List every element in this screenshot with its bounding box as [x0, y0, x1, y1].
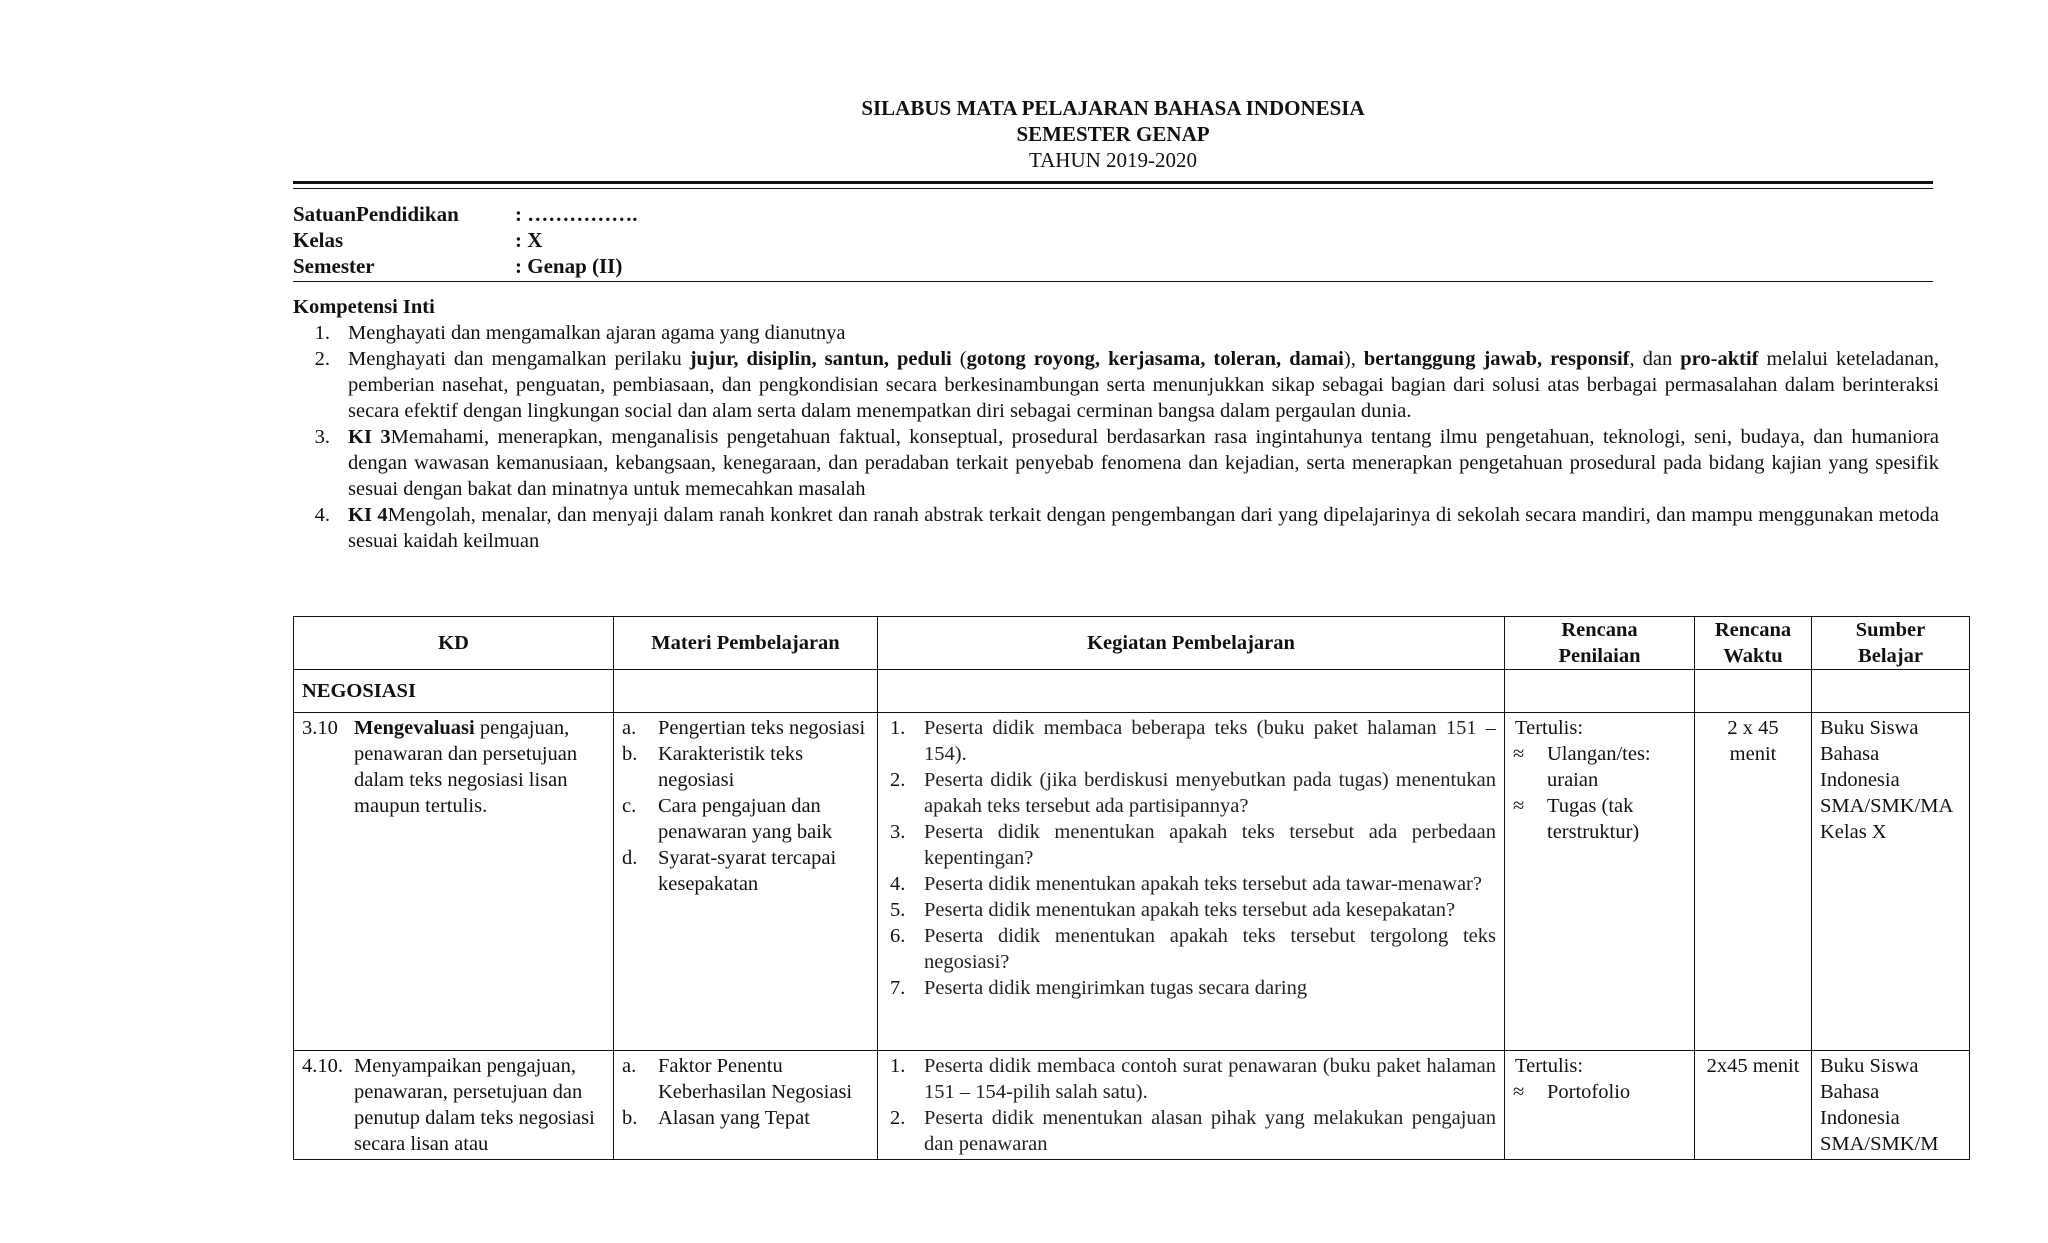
meta-label: SatuanPendidikan — [293, 202, 459, 226]
header-line: Rencana — [1714, 619, 1792, 641]
text-run: Mengolah, menalar, dan menyaji dalam ranah konkret dan ranah abstrak terkait dengan pengembangan dari yang dipelajarinya di sekolah secara mandiri, dan mampu menggunakan metoda sesuai kaidah keilmuan — [348, 504, 1939, 552]
list-marker: a. — [622, 717, 637, 739]
text-run: Menghayati dan mengamalkan perilaku — [348, 348, 690, 370]
bold-run: jujur, disiplin, santun, peduli — [689, 348, 952, 370]
list-item — [622, 1053, 869, 1105]
meta-label: Semester — [293, 254, 375, 278]
list-marker: 5. — [890, 899, 906, 921]
list-text: Menghayati dan mengamalkan ajaran agama yang dianutnya — [348, 322, 846, 344]
list-text: Peserta didik membaca contoh surat penawaran (buku paket halaman 151 – 154-pilih salah satu). — [924, 1055, 1496, 1103]
penilaian-cell — [1505, 1051, 1695, 1160]
text-run: ( — [951, 348, 967, 370]
meta-label: Kelas — [293, 228, 344, 252]
list-text: Alasan yang Tepat — [658, 1107, 810, 1129]
header-line: Penilaian — [1558, 645, 1641, 667]
bold-run: KI 4 — [348, 504, 388, 526]
table-row — [294, 1051, 1970, 1160]
kd-cell — [294, 1051, 614, 1160]
bold-run: KI 3 — [348, 426, 391, 448]
header-sumber — [1812, 617, 1970, 670]
list-item — [886, 923, 1496, 975]
kd-number: 3.10 — [302, 717, 338, 739]
assessment-heading: Tertulis: — [1515, 1055, 1584, 1077]
list-item — [886, 767, 1496, 819]
list-text: Peserta didik menentukan apakah teks tersebut tergolong teks negosiasi? — [924, 925, 1496, 973]
section-label: NEGOSIASI — [294, 670, 614, 713]
approx-bullet-icon: ≈ — [1513, 1081, 1525, 1103]
list-item — [622, 1105, 869, 1131]
header-line: Rencana — [1561, 619, 1638, 641]
list-item — [622, 845, 869, 897]
list-text: Peserta didik menentukan apakah teks tersebut ada tawar-menawar? — [924, 873, 1482, 895]
list-number: 2. — [314, 348, 330, 370]
header-line: Belajar — [1858, 645, 1923, 667]
meta-block — [293, 201, 1973, 279]
header-line: Sumber — [1855, 619, 1926, 641]
list-marker: 1. — [890, 717, 906, 739]
table-row — [294, 713, 1970, 1051]
approx-bullet-icon: ≈ — [1513, 743, 1525, 765]
list-marker: 2. — [890, 1107, 906, 1129]
list-item — [293, 320, 1939, 346]
kd-text: Menyampaikan pengajuan, penawaran, persetujuan dan penutup dalam teks negosiasi secara lisan atau — [354, 1055, 595, 1155]
list-marker: d. — [622, 847, 638, 869]
list-item — [293, 502, 1939, 554]
text-run: , dan — [1629, 348, 1681, 370]
meta-value: : X — [515, 228, 543, 252]
list-marker: 7. — [890, 977, 906, 999]
list-item — [886, 1105, 1496, 1157]
title-line-3: TAHUN 2019-2020 — [1028, 148, 1198, 172]
list-text: Karakteristik teks negosiasi — [658, 743, 804, 791]
list-text: Peserta didik menentukan alasan pihak yang melakukan pengajuan dan penawaran — [924, 1107, 1496, 1155]
list-item — [622, 793, 869, 845]
assessment-heading: Tertulis: — [1515, 717, 1584, 739]
header-waktu — [1695, 617, 1812, 670]
penilaian-cell — [1505, 713, 1695, 1051]
list-text: Pengertian teks negosiasi — [658, 717, 866, 739]
meta-divider — [293, 281, 1933, 282]
kegiatan-list — [886, 1053, 1496, 1157]
list-text: Portofolio — [1547, 1081, 1631, 1103]
table-cell — [1812, 670, 1970, 713]
materi-cell — [614, 713, 878, 1051]
meta-value: : Genap (II) — [515, 254, 623, 278]
kd-number: 4.10. — [302, 1055, 343, 1077]
list-marker: b. — [622, 1107, 638, 1129]
kegiatan-cell — [878, 713, 1505, 1051]
header-materi: Materi Pembelajaran — [614, 617, 878, 670]
table-header-row — [294, 617, 1970, 670]
list-marker: c. — [622, 795, 637, 817]
list-marker: 3. — [890, 821, 906, 843]
title-line-2: SEMESTER GENAP — [1016, 122, 1210, 146]
list-text: Peserta didik membaca beberapa teks (buku paket halaman 151 – 154). — [924, 717, 1496, 765]
list-item — [886, 715, 1496, 767]
list-item — [293, 346, 1939, 424]
kompetensi-inti — [293, 294, 1973, 554]
list-item — [1513, 793, 1686, 845]
list-text — [330, 346, 1939, 424]
list-text: Cara pengajuan dan penawaran yang baik — [658, 795, 833, 843]
list-number: 4. — [314, 504, 330, 526]
text-run: pengajuan, penawaran dan persetujuan dalam teks negosiasi lisan maupun tertulis. — [354, 717, 578, 817]
list-text — [330, 502, 1939, 554]
materi-cell — [614, 1051, 878, 1160]
list-marker: 4. — [890, 873, 906, 895]
meta-row-satuan — [293, 201, 1973, 227]
list-item — [293, 424, 1939, 502]
list-item — [1513, 741, 1686, 793]
meta-row-semester — [293, 253, 1973, 279]
list-text: Syarat-syarat tercapai kesepakatan — [658, 847, 837, 895]
list-marker: 6. — [890, 925, 906, 947]
list-marker: 1. — [890, 1055, 906, 1077]
list-number: 1. — [314, 322, 330, 344]
list-text: Peserta didik menentukan apakah teks tersebut ada perbedaan kepentingan? — [924, 821, 1496, 869]
kegiatan-list — [886, 715, 1496, 1001]
list-marker: 2. — [890, 769, 906, 791]
section-heading: Kompetensi Inti — [293, 296, 435, 318]
materi-list — [622, 715, 869, 897]
kd-text — [354, 715, 605, 819]
list-number: 3. — [314, 426, 330, 448]
sumber-cell: Buku Siswa Bahasa Indonesia SMA/SMK/MA Kelas X — [1812, 713, 1970, 1051]
approx-bullet-icon: ≈ — [1513, 795, 1525, 817]
list-item — [886, 1053, 1496, 1105]
bold-run: Mengevaluasi — [354, 717, 475, 739]
list-item — [1513, 1079, 1686, 1105]
list-item — [622, 741, 869, 793]
materi-list — [622, 1053, 869, 1131]
syllabus-table — [293, 616, 1970, 1160]
header-penilaian — [1505, 617, 1695, 670]
ki-list — [293, 320, 1939, 554]
list-item — [886, 871, 1496, 897]
kegiatan-cell — [878, 1051, 1505, 1160]
title-line-1: SILABUS MATA PELAJARAN BAHASA INDONESIA — [861, 96, 1365, 120]
text-run: Memahami, menerapkan, menganalisis pengetahuan faktual, konseptual, prosedural berdasarkan rasa ingintahunya tentang ilmu pengetahuan, teknologi, seni, budaya, dan humaniora dengan wawasan kemanusiaan, kebangsaan, kenegaraan, dan peradaban terkait penyebab fenomena dan kejadian, serta menerapkan pengetahuan prosedural pada bidang kajian yang spesifik sesuai dengan bakat dan minatnya untuk memecahkan masalah — [348, 426, 1939, 500]
list-item — [886, 897, 1496, 923]
table-cell — [1505, 670, 1695, 713]
text-run: melalui keteladanan, pemberian nasehat, penguatan, pembiasaan, dan pengkondisian secara berkesinambungan serta menunjukkan sikap sebagai bagian dari solusi atas berbagai permasalahan dalam berinteraksi secara efektif dengan lingkungan social dan alam serta dalam menempatkan diri sebagai cerminan bangsa dalam pergaulan dunia. — [348, 348, 1939, 422]
kd-cell — [294, 713, 614, 1051]
list-marker: b. — [622, 743, 638, 765]
list-item — [622, 715, 869, 741]
waktu-cell: 2x45 menit — [1695, 1051, 1812, 1160]
document-title — [293, 95, 1933, 173]
list-text: Faktor Penentu Keberhasilan Negosiasi — [658, 1055, 853, 1103]
waktu-cell: 2 x 45 menit — [1695, 713, 1812, 1051]
meta-row-kelas — [293, 227, 1973, 253]
list-text: Peserta didik (jika berdiskusi menyebutkan pada tugas) menentukan apakah teks tersebut ada partisipannya? — [924, 769, 1496, 817]
list-text: Ulangan/tes: uraian — [1547, 743, 1651, 791]
meta-value: : ……………. — [515, 202, 638, 226]
list-marker: a. — [622, 1055, 637, 1077]
header-divider — [293, 181, 1933, 189]
list-text: Peserta didik menentukan apakah teks tersebut ada kesepakatan? — [924, 899, 1456, 921]
bold-run: gotong royong, kerjasama, toleran, damai — [966, 348, 1344, 370]
list-text: Tugas (tak terstruktur) — [1547, 795, 1640, 843]
table-cell — [614, 670, 878, 713]
bold-run: bertanggung jawab, responsif — [1363, 348, 1630, 370]
table-cell — [878, 670, 1505, 713]
header-kd: KD — [294, 617, 614, 670]
sumber-cell: Buku Siswa Bahasa Indonesia SMA/SMK/M — [1812, 1051, 1970, 1160]
bold-run: pro-aktif — [1680, 348, 1759, 370]
list-item — [886, 819, 1496, 871]
list-text — [330, 424, 1939, 502]
header-kegiatan: Kegiatan Pembelajaran — [878, 617, 1505, 670]
table-row — [294, 670, 1970, 713]
table-cell — [1695, 670, 1812, 713]
list-text: Peserta didik mengirimkan tugas secara daring — [924, 977, 1308, 999]
list-item — [886, 975, 1496, 1001]
header-line: Waktu — [1723, 645, 1783, 667]
document-page — [293, 95, 1973, 554]
text-run: ), — [1343, 348, 1364, 370]
